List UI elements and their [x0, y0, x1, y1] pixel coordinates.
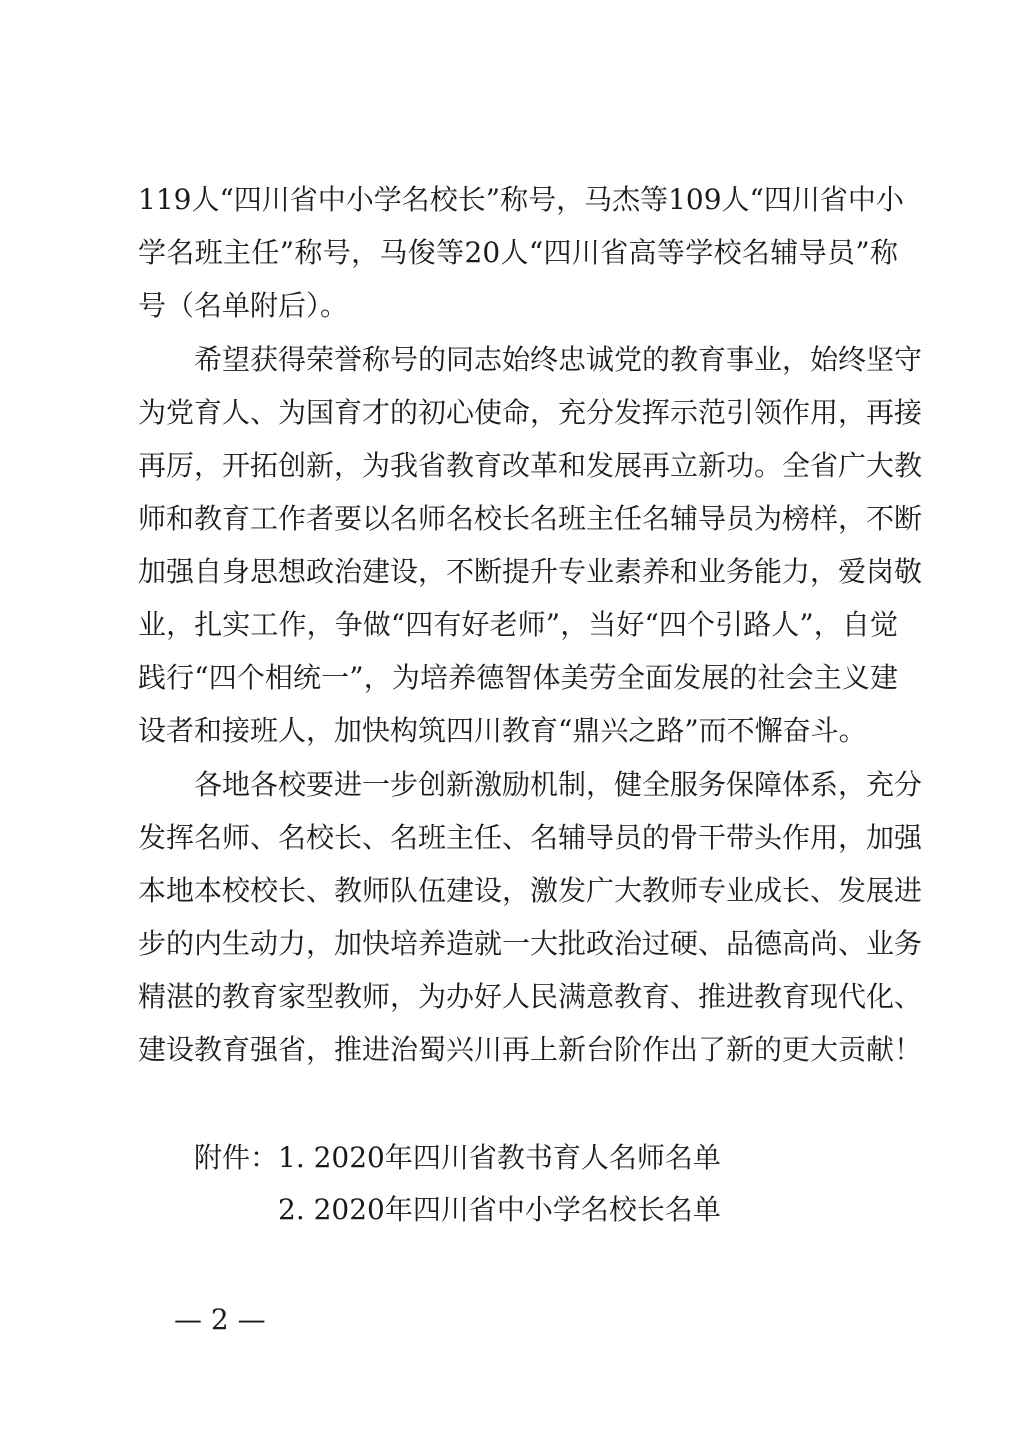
text-line: 业，扎实工作，争做“四有好老师”，当好“四个引路人”，自觉 [138, 608, 898, 641]
text-line: 再厉，开拓创新，为我省教育改革和发展再立新功。全省广大教 [138, 449, 923, 482]
text-line: 加强自身思想政治建设，不断提升专业素养和业务能力，爱岗敬 [138, 555, 923, 588]
text-line: 学名班主任”称号，马俊等20人“四川省高等学校名辅导员”称 [138, 236, 898, 269]
attachments-label: 附件： [194, 1141, 279, 1174]
text-line: 践行“四个相统一”，为培养德智体美劳全面发展的社会主义建 [138, 661, 898, 694]
text-line: 号（名单附后）。 [138, 289, 349, 322]
text-line: 119人“四川省中小学名校长”称号，马杰等109人“四川省中小 [138, 183, 904, 216]
text-line: 为党育人、为国育才的初心使命，充分发挥示范引领作用，再接 [138, 396, 923, 429]
text-line: 建设教育强省，推进治蜀兴川再上新台阶作出了新的更大贡献！ [138, 1033, 923, 1066]
text-line: 设者和接班人，加快构筑四川教育“鼎兴之路”而不懈奋斗。 [138, 714, 867, 747]
attachment-item: 2. 2020年四川省中小学名校长名单 [278, 1193, 721, 1226]
attachment-item: 1. 2020年四川省教书育人名师名单 [278, 1141, 721, 1174]
text-line: 各地各校要进一步创新激励机制，健全服务保障体系，充分 [194, 768, 923, 801]
text-line: 师和教育工作者要以名师名校长名班主任名辅导员为榜样，不断 [138, 502, 923, 535]
text-line: 希望获得荣誉称号的同志始终忠诚党的教育事业，始终坚守 [194, 343, 923, 376]
text-line: 步的内生动力，加快培养造就一大批政治过硬、品德高尚、业务 [138, 927, 923, 960]
page-number: — 2 — [174, 1303, 266, 1336]
text-line: 本地本校校长、教师队伍建设，激发广大教师专业成长、发展进 [138, 874, 923, 907]
text-line: 精湛的教育家型教师，为办好人民满意教育、推进教育现代化、 [138, 980, 923, 1013]
text-line: 发挥名师、名校长、名班主任、名辅导员的骨干带头作用，加强 [138, 821, 923, 854]
